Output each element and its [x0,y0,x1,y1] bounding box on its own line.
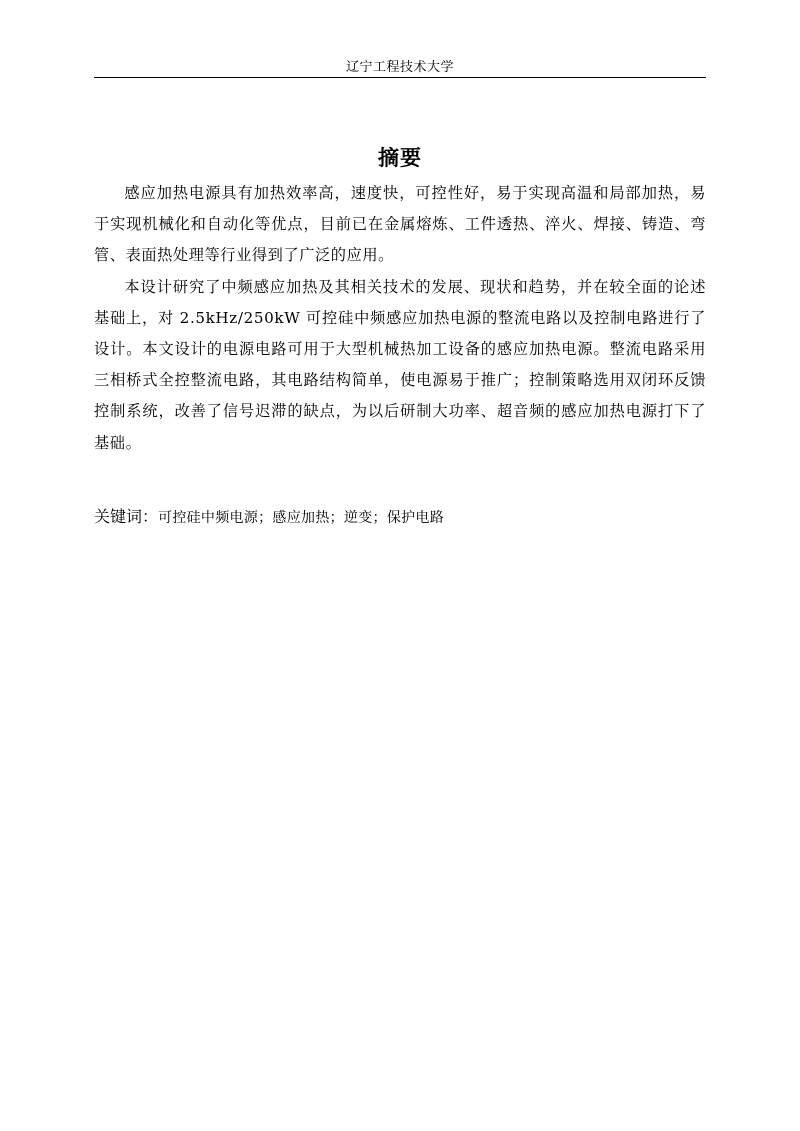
header-divider [94,77,706,78]
abstract-paragraph-2: 本设计研究了中频感应加热及其相关技术的发展、现状和趋势，并在较全面的论述基础上，对 2.5kHz/250kW 可控硅中频感应加热电源的整流电路以及控制电路进行了设计。本文设计的电源电路可用于大型机械热加工设备的感应加热电源。整流电路采用三相桥式全控整流电路，其电路结构简单，使电源易于推广；控制策略选用双闭环反馈控制系统，改善了信号迟滞的缺点，为以后研制大功率、超音频的感应加热电源打下了基础。 [94,277,706,452]
page-header: 辽宁工程技术大学 [345,60,454,75]
abstract-title: 摘要 [378,146,422,170]
abstract-body [94,178,706,459]
keywords-label: 关键词： [94,507,159,526]
keywords-line [94,502,706,533]
abstract-paragraph-1: 感应加热电源具有加热效率高，速度快，可控性好，易于实现高温和局部加热，易于实现机械化和自动化等优点，目前已在金属熔炼、工件透热、淬火、焊接、铸造、弯管、表面热处理等行业得到了广泛的应用。 [94,184,706,265]
keywords-text: 可控硅中频电源；感应加热；逆变；保护电路 [158,510,445,526]
